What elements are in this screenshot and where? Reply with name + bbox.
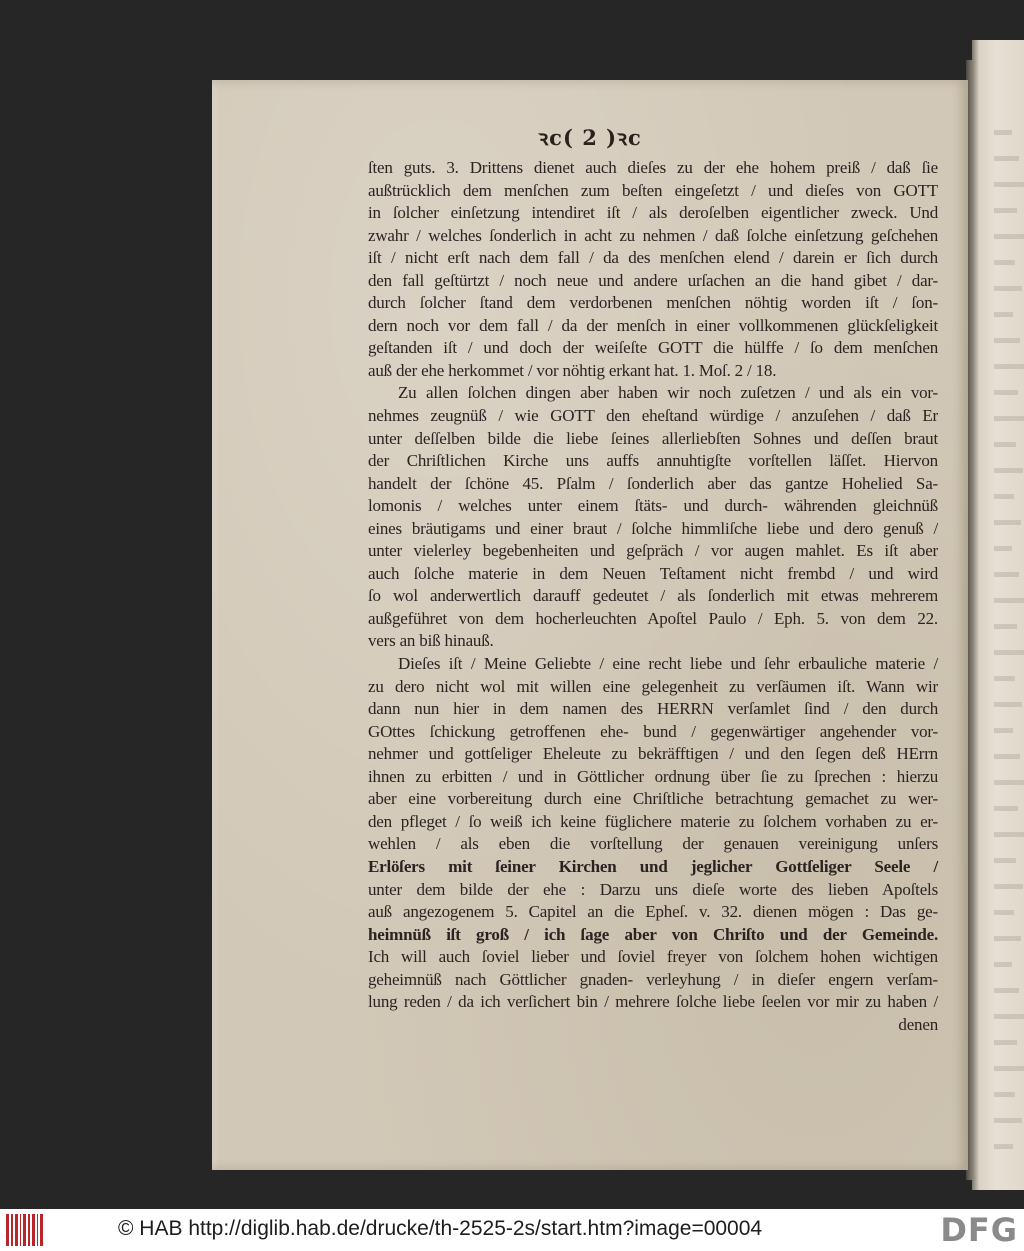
bleed-mark	[994, 962, 1012, 967]
text-line: unter dem bilde der ehe : Darzu uns dieſe worte des lieben Apoſtels	[368, 879, 938, 899]
bleed-mark	[994, 858, 1016, 863]
bleed-mark	[994, 1014, 1024, 1019]
text-line: nehmes zeugnüß / wie GOTT den eheſtand würdige / anzuſehen / daß Er	[368, 406, 938, 426]
bleed-mark	[994, 260, 1015, 265]
catchword: denen	[898, 1014, 938, 1034]
bleed-mark	[994, 988, 1019, 993]
bleed-mark	[994, 312, 1013, 317]
bleed-mark	[994, 676, 1015, 681]
bleed-mark	[994, 442, 1016, 447]
bleed-mark	[994, 494, 1014, 499]
dfg-logo: DFG	[940, 1211, 1018, 1249]
bleed-mark	[994, 754, 1020, 759]
bleed-mark	[994, 806, 1018, 811]
text-line: wehlen / als eben die vorſtellung der genauen vereinigung unſers	[368, 834, 938, 854]
text-line: eines bräutigams und einer braut / ſolche himmliſche liebe und dero genuß /	[368, 518, 938, 538]
text-line: geheimnüß nach Göttlicher gnaden- verleyhung / in dieſer engern verſam-	[368, 969, 938, 989]
page-number-header: ꝛc( 2 )ꝛc	[538, 125, 642, 150]
text-line: GOttes ſchickung getroffenen ehe- bund / gegenwärtiger angehender vor-	[368, 721, 938, 741]
text-line: den fall geſtürtzt / noch neue und andere urſachen an die hand gibet / dar-	[368, 270, 938, 290]
bleed-mark	[994, 338, 1020, 343]
bleed-mark	[994, 286, 1022, 291]
bleed-mark	[994, 1118, 1022, 1123]
bleed-mark	[994, 416, 1024, 421]
bleed-mark	[994, 364, 1024, 369]
bleed-mark	[994, 208, 1017, 213]
bleed-mark	[994, 234, 1024, 239]
bleed-mark	[994, 702, 1022, 707]
text-line: unter vielerley begebenheiten und geſpräch / vor augen mahlet. Es iſt aber	[368, 541, 938, 561]
text-line: ihnen zu erbitten / und in Göttlicher ordnung über ſie zu ſprechen : hierzu	[368, 766, 938, 786]
text-line: lomonis / welches unter einem ſtäts- und durch- währenden gleichnüß	[368, 496, 938, 516]
text-line: außgeführet von dem hocherleuchten Apoſtel Paulo / Eph. 5. von dem 22.	[368, 608, 938, 628]
bleed-mark	[994, 780, 1024, 785]
text-line: der Chriſtlichen Kirche uns auffs annuhtigſte vorſtellen läſſet. Hiervon	[368, 451, 938, 471]
text-line: den pfleget / ſo weiß ich keine füglichere materie zu ſolchem vorhaben zu er-	[368, 811, 938, 831]
text-line: Ich will auch ſoviel lieber und ſoviel freyer von ſolchem hohen wichtigen	[368, 947, 938, 967]
bleed-mark	[994, 650, 1024, 655]
footer-bar	[0, 1209, 1024, 1251]
bleed-mark	[994, 728, 1013, 733]
bleed-mark	[994, 1144, 1013, 1149]
scanned-page	[212, 80, 968, 1170]
bleed-mark	[994, 182, 1024, 187]
text-line: durch ſolcher ſtand dem verdorbenen menſchen nöhtig worden iſt / ſon-	[368, 293, 938, 313]
bleed-mark	[994, 832, 1024, 837]
text-line: iſt / nicht erſt nach dem fall / da des menſchen elend / darein er ſich durch	[368, 248, 938, 268]
text-line: Erlöſers mit ſeiner Kirchen und jeglicher Gottſeliger Seele /	[368, 856, 938, 876]
bleed-mark	[994, 936, 1021, 941]
text-line: Dieſes iſt / Meine Geliebte / eine recht liebe und ſehr erbauliche materie /	[398, 654, 938, 674]
bleed-mark	[994, 156, 1019, 161]
text-line: geſtanden iſt / und doch der weiſeſte GOTT die hülffe / ſo dem menſchen	[368, 338, 938, 358]
text-line: ſten guts. 3. Drittens dienet auch dieſes zu der ehe hohem preiß / daß ſie	[368, 158, 938, 177]
text-line: nehmer und gottſeliger Eheleute zu bekräfftigen / und den ſegen deß HErrn	[368, 744, 938, 764]
bleed-mark	[994, 1040, 1017, 1045]
text-line: dern noch vor dem fall / da der menſch in einer vollkommenen glückſeligkeit	[368, 315, 938, 335]
text-line: unter deſſelben bilde die liebe ſeines allerliebſten Sohnes und deſſen braut	[368, 428, 938, 448]
adjacent-page-edge	[972, 40, 1024, 1190]
bleed-mark	[994, 546, 1012, 551]
text-line: auß der ehe herkommet / vor nöhtig erkant hat. 1. Moſ. 2 / 18.	[368, 360, 777, 380]
bleed-mark	[994, 468, 1023, 473]
bleed-mark	[994, 1092, 1015, 1097]
text-line: heimnüß iſt groß / ich ſage aber von Chriſto und der Gemeinde.	[368, 924, 938, 944]
text-line: aber eine vorbereitung durch eine Chriſtliche betrachtung gemachet zu wer-	[368, 789, 938, 809]
text-line: vers an biß hinauß.	[368, 631, 494, 651]
bleed-mark	[994, 910, 1014, 915]
bleed-mark	[994, 1066, 1024, 1071]
barcode-icon	[6, 1214, 46, 1246]
bleed-mark	[994, 520, 1021, 525]
bleed-mark	[994, 130, 1012, 135]
text-line: zwahr / welches ſonderlich in acht zu nehmen / daß ſolche einſetzung geſchehen	[368, 225, 938, 245]
page-text-block	[368, 157, 938, 1036]
text-line: auß angezogenem 5. Capitel an die Epheſ. v. 32. dienen mögen : Das ge-	[368, 902, 938, 922]
text-line: lung reden / da ich verſichert bin / mehrere ſolche liebe ſeelen vor mir zu haben /	[368, 992, 938, 1012]
text-line: außtrücklich dem menſchen zum beſten eingeſetzt / und dieſes von GOTT	[368, 180, 938, 200]
text-line: handelt der ſchöne 45. Pſalm / ſonderlich aber das gantze Hohelied Sa-	[368, 473, 938, 493]
text-line: in ſolcher einſetzung intendiret iſt / als deroſelben eigentlicher zweck. Und	[368, 203, 938, 223]
text-line: dann nun hier in dem namen des HERRN verſamlet ſind / den durch	[368, 699, 938, 719]
text-line: auch ſolche materie in dem Neuen Teſtament nicht frembd / und wird	[368, 563, 938, 583]
footer-credit-link[interactable]: © HAB http://diglib.hab.de/drucke/th-2525-2s/start.htm?image=00004	[118, 1217, 763, 1240]
text-line: Zu allen ſolchen dingen aber haben wir noch zuſetzen / und als ein vor-	[398, 383, 938, 403]
bleed-mark	[994, 572, 1019, 577]
text-line: ſo wol anderwertlich darauff gedeutet / als ſonderlich mit etwas mehrerem	[368, 586, 938, 606]
text-line: zu dero nicht wol mit willen eine gelegenheit zu verſäumen iſt. Wann wir	[368, 676, 938, 696]
bleed-mark	[994, 624, 1017, 629]
bleed-mark	[994, 598, 1024, 603]
bleed-mark	[994, 884, 1023, 889]
bleed-mark	[994, 390, 1018, 395]
